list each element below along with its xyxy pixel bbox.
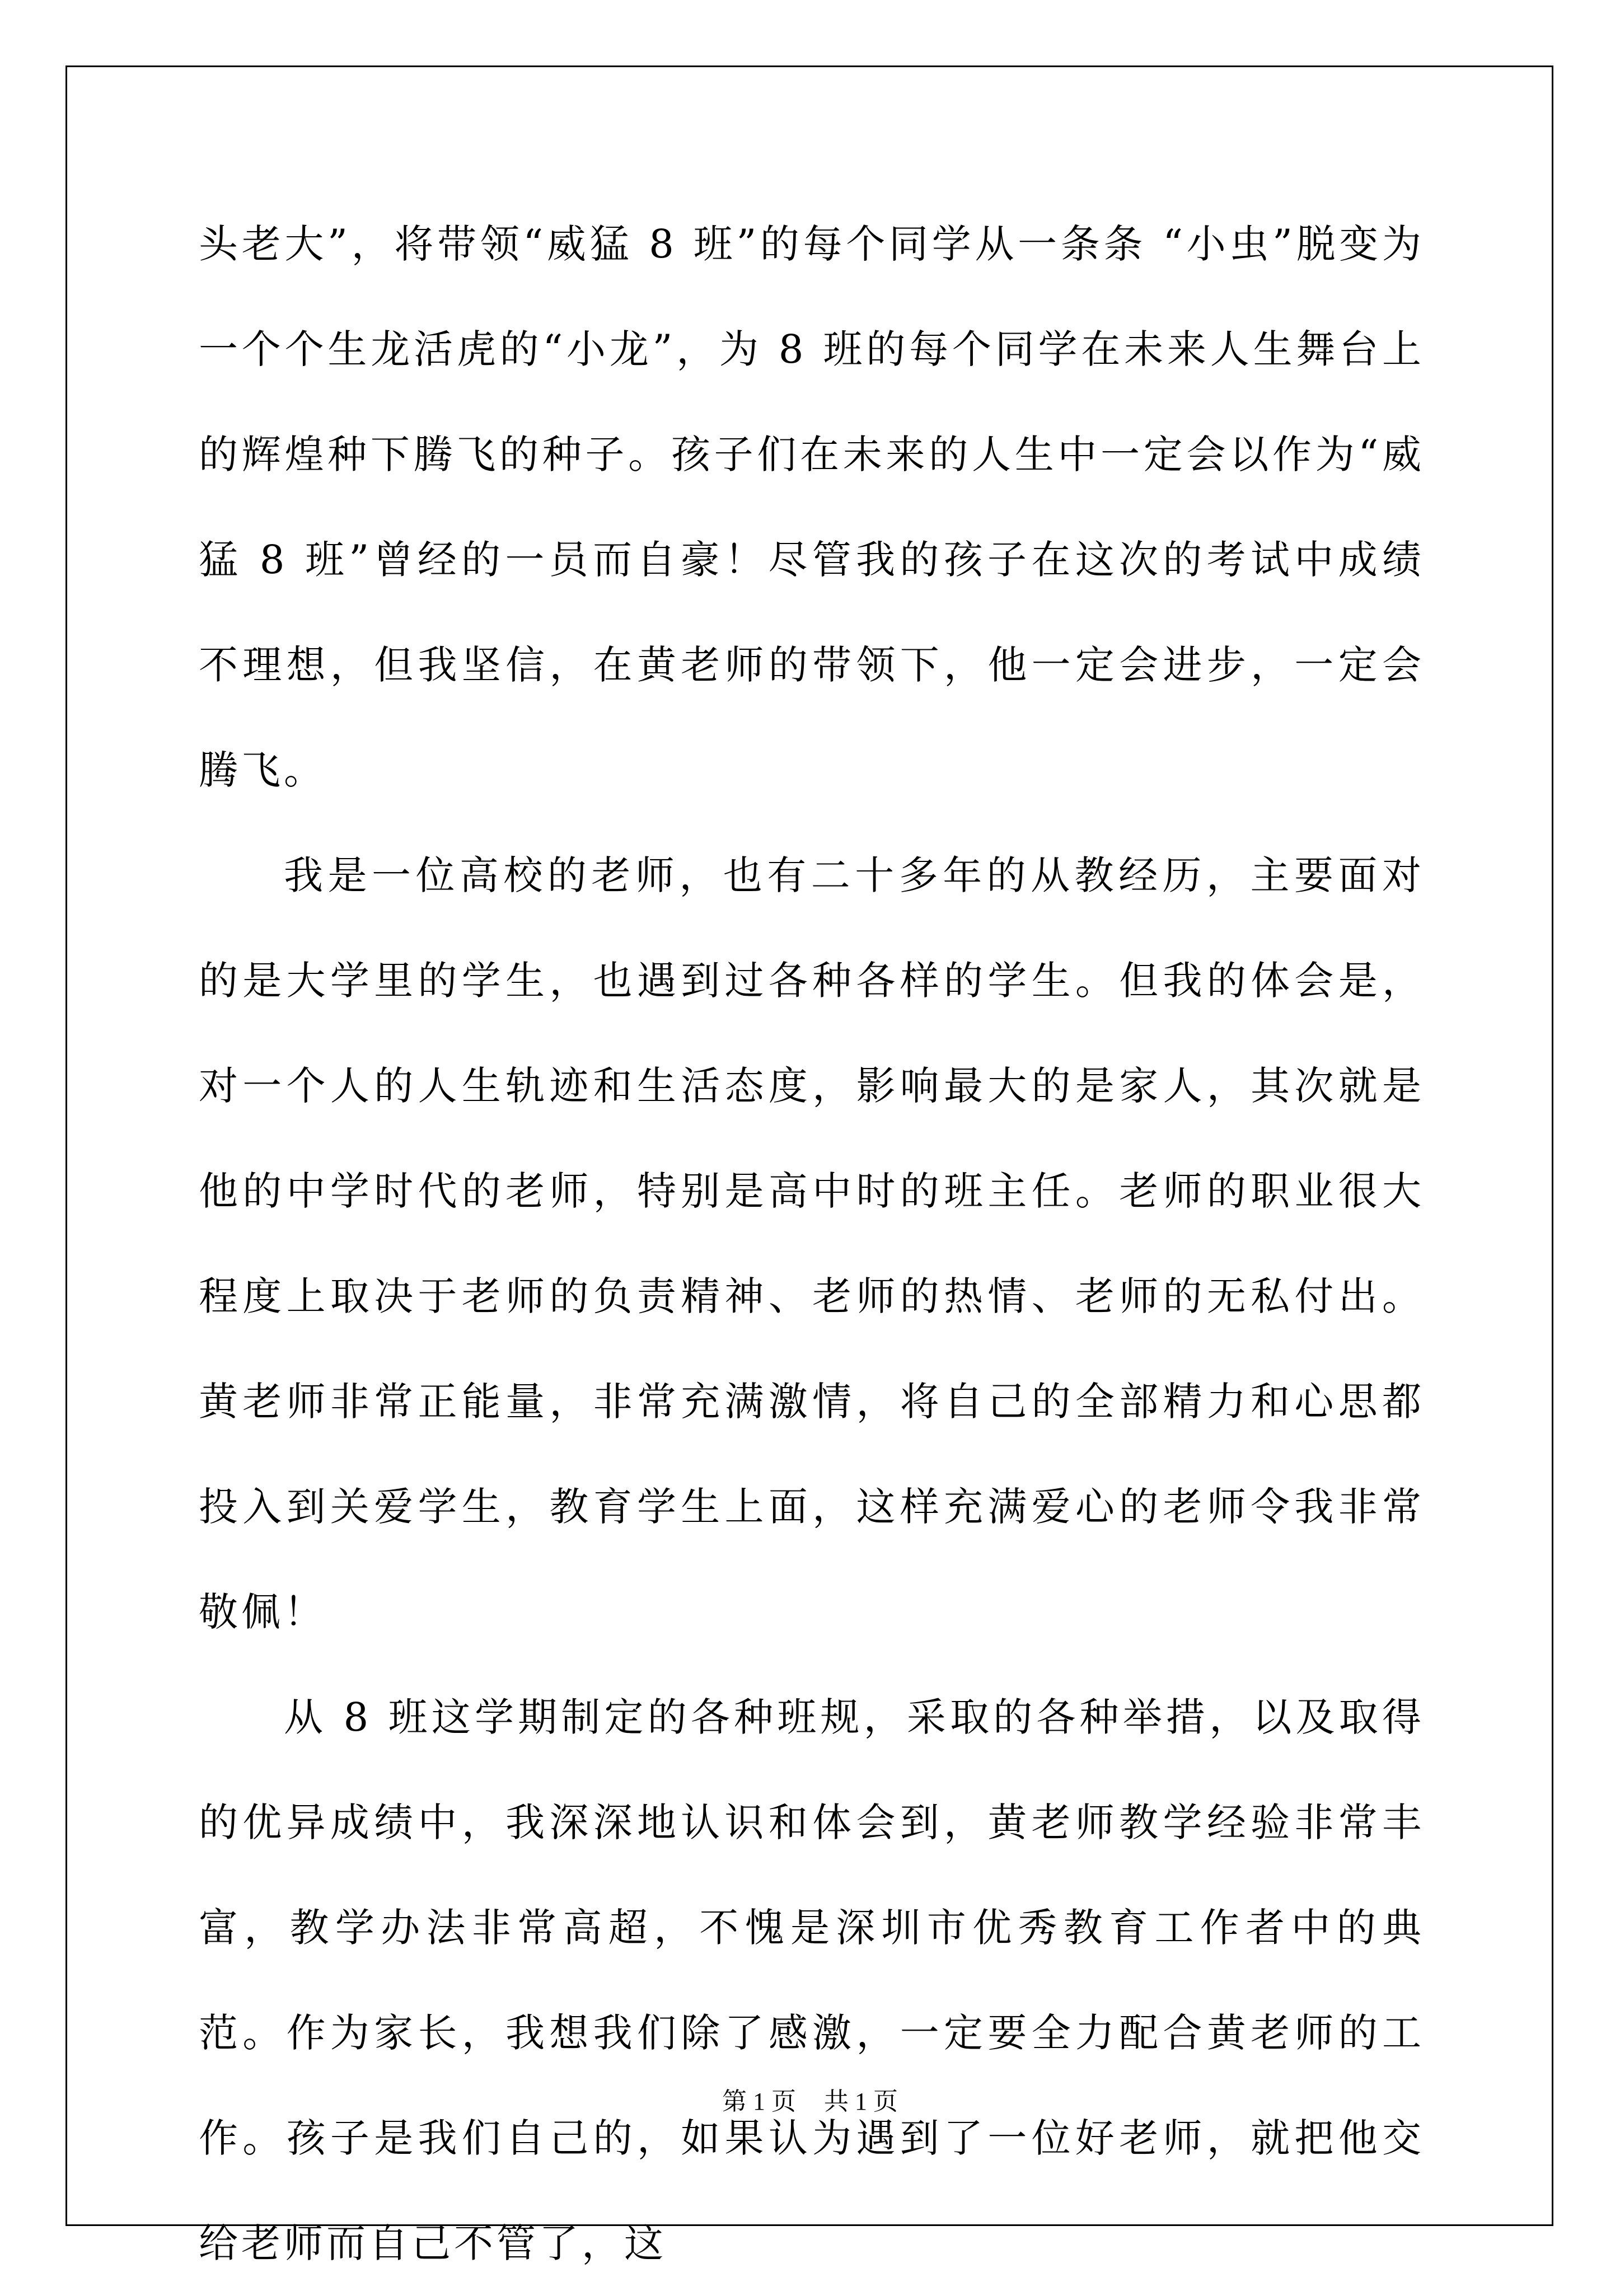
paragraph-3: 从 8 班这学期制定的各种班规，采取的各种举措，以及取得的优异成绩中，我深深地认识和体会到，黄老师教学经验非常丰富，教学办法非常高超，不愧是深圳市优秀教育工作者中的典范。作为家长，我想我们除了感激，一定要全力配合黄老师的工作。孩子是我们自己的，如果认为遇到了一位好老师，就把他交给老师而自己不管了，这 xyxy=(199,1694,1425,2266)
page-footer xyxy=(0,2081,1620,2117)
paragraph-2: 我是一位高校的老师，也有二十多年的从教经历，主要面对的是大学里的学生，也遇到过各种各样的学生。但我的体会是，对一个人的人生轨迹和生活态度，影响最大的是家人，其次就是他的中学时代的老师，特别是高中时的班主任。老师的职业很大程度上取决于老师的负责精神、老师的热情、老师的无私付出。黄老师非常正能量，非常充满激情，将自己的全部精力和心思都投入到关爱学生，教育学生上面，这样充满爱心的老师令我非常敬佩！ xyxy=(199,852,1425,1635)
page-total: 共 1 页 xyxy=(824,2088,898,2115)
page-number: 第 1 页 xyxy=(722,2088,796,2115)
paragraph-1: 头老大”，将带领“威猛 8 班”的每个同学从一条条 “小虫”脱变为一个个生龙活虎的“小龙”，为 8 班的每个同学在未来人生舞台上的辉煌种下腾飞的种子。孩子们在未来的人生中一定会以作为“威猛 8 班”曾经的一员而自豪！尽管我的孩子在这次的考试中成绩不理想，但我坚信，在黄老师的带领下，他一定会进步，一定会腾飞。 xyxy=(199,221,1425,793)
document-body xyxy=(199,191,1425,2296)
